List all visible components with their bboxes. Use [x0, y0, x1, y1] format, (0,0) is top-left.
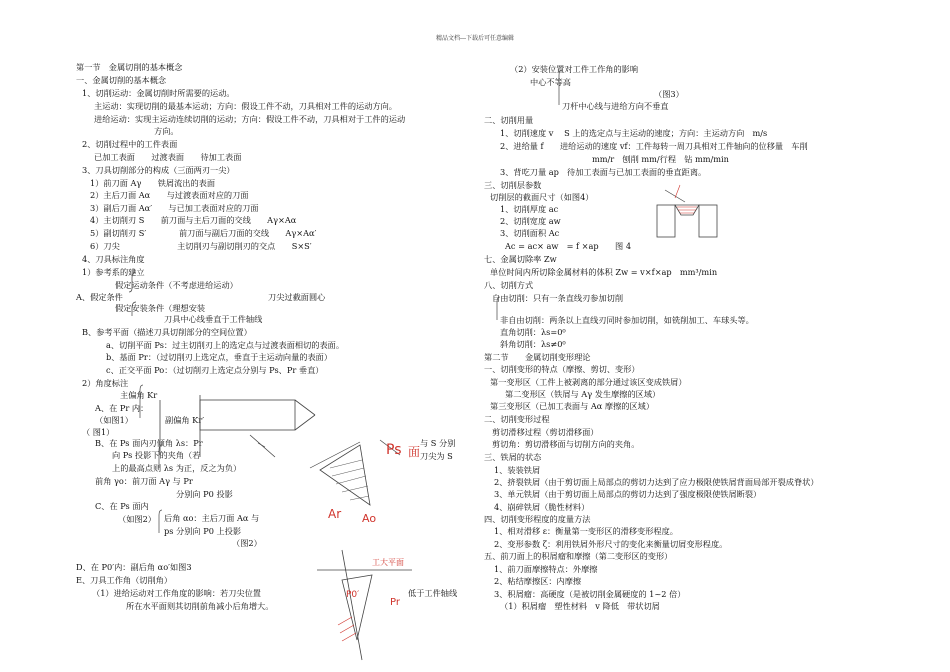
right-line-40: 2、粘结摩擦区：内摩擦 — [494, 576, 582, 586]
left-line-45: E、刀具工作角（切削角） — [76, 575, 173, 585]
left-line-12: 4）主切削刃 S 前刀面与主后刀面的交线 Aγ×Aα — [90, 215, 297, 225]
right-line-14: Ac = ac× aw = f ×ap 图 4 — [505, 241, 632, 251]
right-line-27: 二、切削变形过程 — [484, 414, 550, 424]
left-line-43: （图2） — [232, 538, 262, 548]
left-line-28: A、在 Pr 内： — [95, 403, 149, 413]
fig3-label-pr: Pr — [390, 597, 400, 608]
left-line-5: 方向。 — [154, 126, 179, 136]
right-line-5: 1、切削速度 v S 上的选定点与主运动的速度；方向：主运动方向 m/s — [500, 128, 768, 138]
left-line-13: 5）副切削刃 S′ 前刀面与副后刀面的交线 Aγ×Aα′ — [90, 228, 317, 238]
right-line-24: 第一变形区（工件上被剥离的部分通过该区变成铁屑） — [490, 377, 687, 387]
left-line-37: 前角 γo：前刀面 Aγ 与 Pr — [95, 476, 193, 486]
left-line-29: （如图1） — [95, 415, 133, 425]
left-line-1: 一、金属切削的基本概念 — [76, 75, 167, 85]
left-line-44: D、在 P0′内：副后角 αo′如图3 — [76, 562, 192, 572]
left-line-39: C、在 Ps 面内 — [95, 501, 149, 511]
left-line-23: a、切削平面 Ps：过主切削刃上的选定点与过渡表面相切的表面。 — [106, 340, 345, 350]
page-header: 精品文档---下载后可任意编辑 — [435, 35, 515, 42]
left-line-22: B、参考平面（描述刀具切削部分的空间位置） — [82, 327, 252, 337]
left-line-30: 副偏角 Kr′ — [165, 415, 205, 425]
left-line-41: （如图2） — [118, 514, 156, 524]
right-line-13: 3、切削面积 Ac — [500, 228, 560, 238]
left-line-10: 2）主后刀面 Aα 与过渡表面对应的刀面 — [90, 190, 249, 200]
left-line-31: （ 图1） — [82, 427, 115, 437]
right-line-23: 一、切削变形的特点（摩擦、剪切、变形） — [484, 364, 640, 374]
right-line-11: 1、切削厚度 ac — [500, 204, 559, 214]
right-line-35: 四、切削变形程度的度量方法 — [484, 514, 591, 524]
left-line-25: c、正交平面 Po：（过切削刃上选定点分别与 Ps、Pr 垂直） — [106, 365, 324, 375]
left-line-7: 已加工表面 过渡表面 待加工表面 — [94, 152, 242, 162]
left-line-38: 分别向 P0 投影 — [176, 489, 233, 499]
right-line-32: 2、挤裂铁屑（由于剪切面上局部点的剪切力达到了应力极限使铁屑背面局部开裂成脊状） — [494, 477, 819, 487]
left-line-46: （1）进给运动对工作角度的影响：若刀尖位置 — [92, 588, 261, 598]
left-line-32: B、在 Ps 面内刃倾角 λs：Pr — [95, 438, 203, 448]
right-line-19: 非自由切削：两条以上直线刃同时参加切削，如铣削加工、车球头等。 — [500, 315, 754, 325]
fig2-label-ao: Ao — [362, 512, 377, 525]
right-line-1: 中心不等高 — [530, 77, 571, 87]
right-line-6: 2、进给量 f 进给运动的速度 vf：工件每转一周刀具相对工件轴向的位移量 车削 — [500, 141, 808, 151]
right-line-20: 直角切削：λs=0⁰ — [500, 327, 566, 337]
left-line-26: 2）角度标注 — [82, 378, 129, 388]
right-line-33: 3、单元铁屑（由于剪切面上局部点的剪切力达到了强度极限使铁屑断裂） — [494, 489, 762, 499]
left-line-0: 第一节 金属切削的基本概念 — [76, 62, 183, 72]
right-line-15: 七、金属切除率 Zw — [484, 254, 557, 264]
fig2-label-ar: Ar — [328, 507, 342, 521]
right-line-22: 第二节 金属切削变形理论 — [484, 352, 591, 362]
left-line-16: 1）参考系的建立 — [82, 267, 145, 277]
right-line-7: mm/r 刨削 mm/行程 钻 mm/min — [592, 154, 729, 164]
right-line-17: 八、切削方式 — [484, 280, 534, 290]
fig3-label-top: 工大平面 — [372, 558, 404, 567]
left-line-15: 4、刀具标注角度 — [82, 254, 145, 264]
right-line-26: 第三变形区（已加工表面与 Aα 摩擦的区域） — [490, 401, 655, 411]
right-line-9: 三、切削层参数 — [484, 180, 542, 190]
left-line-36: 上的最高点则 λs 为正，反之为负） — [112, 463, 242, 473]
left-line-35: 刀尖为 S — [420, 451, 453, 461]
right-line-3: 刀杆中心线与进给方向不垂直 — [562, 101, 669, 111]
fig2-label-ps: Ps — [386, 442, 402, 458]
right-line-8: 3、背吃刀量 ap 待加工表面与已加工表面的垂直距离。 — [500, 167, 707, 177]
right-line-29: 剪切角：剪切滑移面与切削方向的夹角。 — [492, 439, 640, 449]
fig3-label-p: P0′ — [346, 590, 360, 600]
left-line-8: 3、刀具切削部分的构成（三面两刃一尖） — [82, 165, 235, 175]
right-line-31: 1、装装铁屑 — [494, 465, 541, 475]
right-line-4: 二、切削用量 — [484, 115, 534, 125]
left-line-18: 刀尖过截面圆心 — [268, 292, 326, 302]
right-line-16: 单位时间内所切除金属材料的体积 Zw = v×f×ap mm³/min — [490, 267, 718, 277]
right-line-41: 3、积屑瘤：高硬度（是被切削金属硬度的 1~2 倍） — [494, 589, 686, 599]
right-line-37: 2、变形参数 ζ：利用铁屑外形尺寸的变化来衡量切屑变形程度。 — [494, 539, 728, 549]
right-line-36: 1、相对滑移 ε：衡量第一变形区的滑移变形程度。 — [494, 526, 678, 536]
left-line-3: 主运动：实现切削的最基本运动；方向：假设工件不动，刀具相对工件的运动方向。 — [94, 101, 397, 111]
right-line-34: 4、崩碎铁屑（脆性材料） — [494, 502, 590, 512]
left-line-20: 假定安装条件（理想安装 — [115, 303, 206, 313]
right-line-30: 三、铁屑的状态 — [484, 452, 542, 462]
left-line-24: b、基面 Pr：（过切削刃上选定点，垂直于主运动向量的表面） — [106, 352, 333, 362]
fig2-label-pr: 面 — [408, 445, 421, 459]
left-line-47: 低于工件轴线 — [408, 588, 458, 598]
left-line-19: A、假定条件 — [76, 292, 123, 302]
left-line-17: 假定运动条件（不考虑进给运动） — [115, 280, 238, 290]
right-line-18: 自由切削：只有一条直线刃参加切削 — [492, 293, 624, 303]
right-line-38: 五、前刀面上的积屑瘤和摩擦（第二变形区的变形） — [484, 551, 673, 561]
right-line-0: （2）安装位置对工件工作角的影响 — [510, 64, 639, 74]
right-line-42: （1）积屑瘤 塑性材料 v 降低 带状切屑 — [500, 601, 660, 611]
right-line-21: 斜角切削：λs≠0⁰ — [500, 339, 566, 349]
left-line-33: 与 S 分别 — [420, 438, 456, 448]
left-line-27: 主偏角 Kr — [120, 390, 158, 400]
left-line-2: 1、切削运动：金属切削时所需要的运动。 — [82, 88, 235, 98]
right-line-2: （图3） — [654, 89, 684, 99]
left-line-34: 向 Ps 投影下的夹角（若 — [112, 450, 201, 460]
right-line-25: 第二变形区（铁屑与 Aγ 发生摩擦的区域） — [505, 389, 661, 399]
left-line-42: ps 分别向 P0 上投影 — [164, 526, 242, 536]
right-line-28: 剪切滑移过程（剪切滑移面） — [492, 427, 599, 437]
left-line-48: 所在水平面则其切削前角减小后角增大。 — [126, 601, 274, 611]
right-line-10: 切削层的截面尺寸（如图4） — [490, 192, 594, 202]
left-line-14: 6）刀尖 主切削刃与副切削刃的交点 S×S′ — [90, 241, 312, 251]
left-line-21: 刀具中心线垂直于工件轴线 — [164, 314, 263, 324]
left-line-6: 2、切削过程中的工件表面 — [82, 139, 178, 149]
left-line-9: 1）前刀面 Aγ 铁屑流出的表面 — [90, 178, 216, 188]
right-line-12: 2、切削宽度 aw — [500, 216, 561, 226]
right-line-39: 1、前刀面摩擦特点：外摩擦 — [494, 564, 598, 574]
left-line-40: 后角 αo：主后刀面 Aα 与 — [164, 513, 260, 523]
left-line-4: 进给运动：实现主运动连续切削的运动；方向：假设工件不动，刀具相对于工件的运动 — [94, 114, 406, 124]
left-line-11: 3）副后刀面 Aα′ 与已加工表面对应的刀面 — [90, 203, 259, 213]
